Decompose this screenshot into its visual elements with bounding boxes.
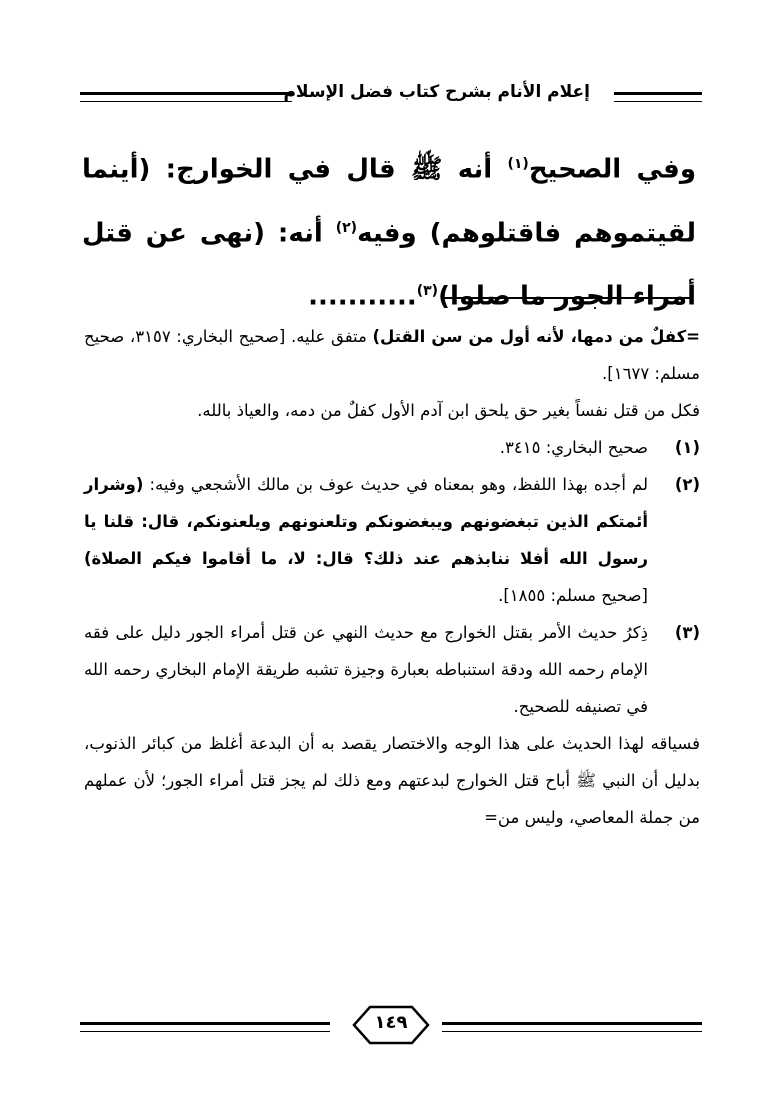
running-header [80, 80, 702, 110]
main-text-dots: ........... [308, 281, 417, 312]
footnote-1-number: (١) [674, 438, 700, 457]
footnote-3 [84, 614, 700, 725]
footnotes-section [84, 318, 700, 836]
page-number: ١٤٩ [374, 1012, 408, 1033]
footnote-ref-2[interactable]: (٢) [335, 219, 358, 236]
footnote-1-text: صحيح البخاري: ٣٤١٥. [499, 438, 648, 457]
header-title: إعلام الأنام بشرح كتاب فضل الإسلام [283, 82, 590, 102]
footnote-1 [84, 429, 700, 466]
footer-rule-left [80, 1022, 330, 1032]
footnote-3-number: (٣) [674, 623, 700, 642]
footnote-2-hadith: (وشرار أئمتكم الذين تبغضونهم ويبغضونكم وتلعنونهم ويلعنونكم، قال: قلنا يا رسول الله أفلا ننابذهم عند ذلك؟ قال: لا، ما أقاموا فيكم الصلاة) [84, 475, 648, 568]
main-text-1: وفي الصحيح [528, 154, 696, 185]
footnote-2-intro: لم أجده بهذا اللفظ، وهو بمعناه في حديث عوف بن مالك الأشجعي وفيه: [143, 475, 648, 494]
continuation-quote: =كفلٌ من دمها، لأنه أول من سن القتل) [372, 327, 700, 346]
footnote-2-number: (٢) [674, 475, 700, 494]
main-text-3: أنه: (نهى عن قتل أمراء الجور ما صلوا) [82, 218, 696, 312]
header-rule-left [80, 92, 292, 102]
footnote-3-continuation: فسياقه لهذا الحديث على هذا الوجه والاختصار يقصد به أن البدعة أغلظ من كبائر الذنوب، بدليل أن النبي ﷺ أباح قتل الخوارج لبدعتهم ومع ذلك لم يجز قتل أمراء الجور؛ لأن عملهم من جملة المعاصي، وليس من= [84, 734, 700, 827]
footnote-ref-1[interactable]: (١) [507, 156, 529, 172]
main-text-2: أنه ﷺ قال في الخوارج: (أينما لقيتموهم فاقتلوهم) وفيه [82, 154, 696, 249]
footnote-3-text: ذِكرُ حديث الأمر بقتل الخوارج مع حديث النهي عن قتل أمراء الجور دليل على فقه الإمام رحمه الله ودقة استنباطه بعبارة وجيزة تشبه طريقة الإمام البخاري رحمه الله في تصنيفه للصحيح. [84, 623, 648, 716]
footnote-separator [444, 297, 692, 299]
footnote-ref-3[interactable]: (٣) [416, 283, 439, 300]
footer-rule-right [442, 1022, 702, 1032]
continuation-source: متفق عليه. [صحيح البخاري: ٣١٥٧، صحيح مسلم: ١٦٧٧]. [84, 327, 700, 383]
page-footer [80, 1000, 702, 1050]
footnote-2-source: [صحيح مسلم: ١٨٥٥]. [498, 586, 648, 605]
header-rule-right [614, 92, 702, 102]
footnote-2-text [84, 466, 648, 614]
footnote-continuation [84, 318, 700, 392]
footnote-2 [84, 466, 700, 614]
footnote-continuation-2: فكل من قتل نفساً بغير حق يلحق ابن آدم الأول كفلٌ من دمه، والعياذ بالله. [197, 401, 700, 420]
